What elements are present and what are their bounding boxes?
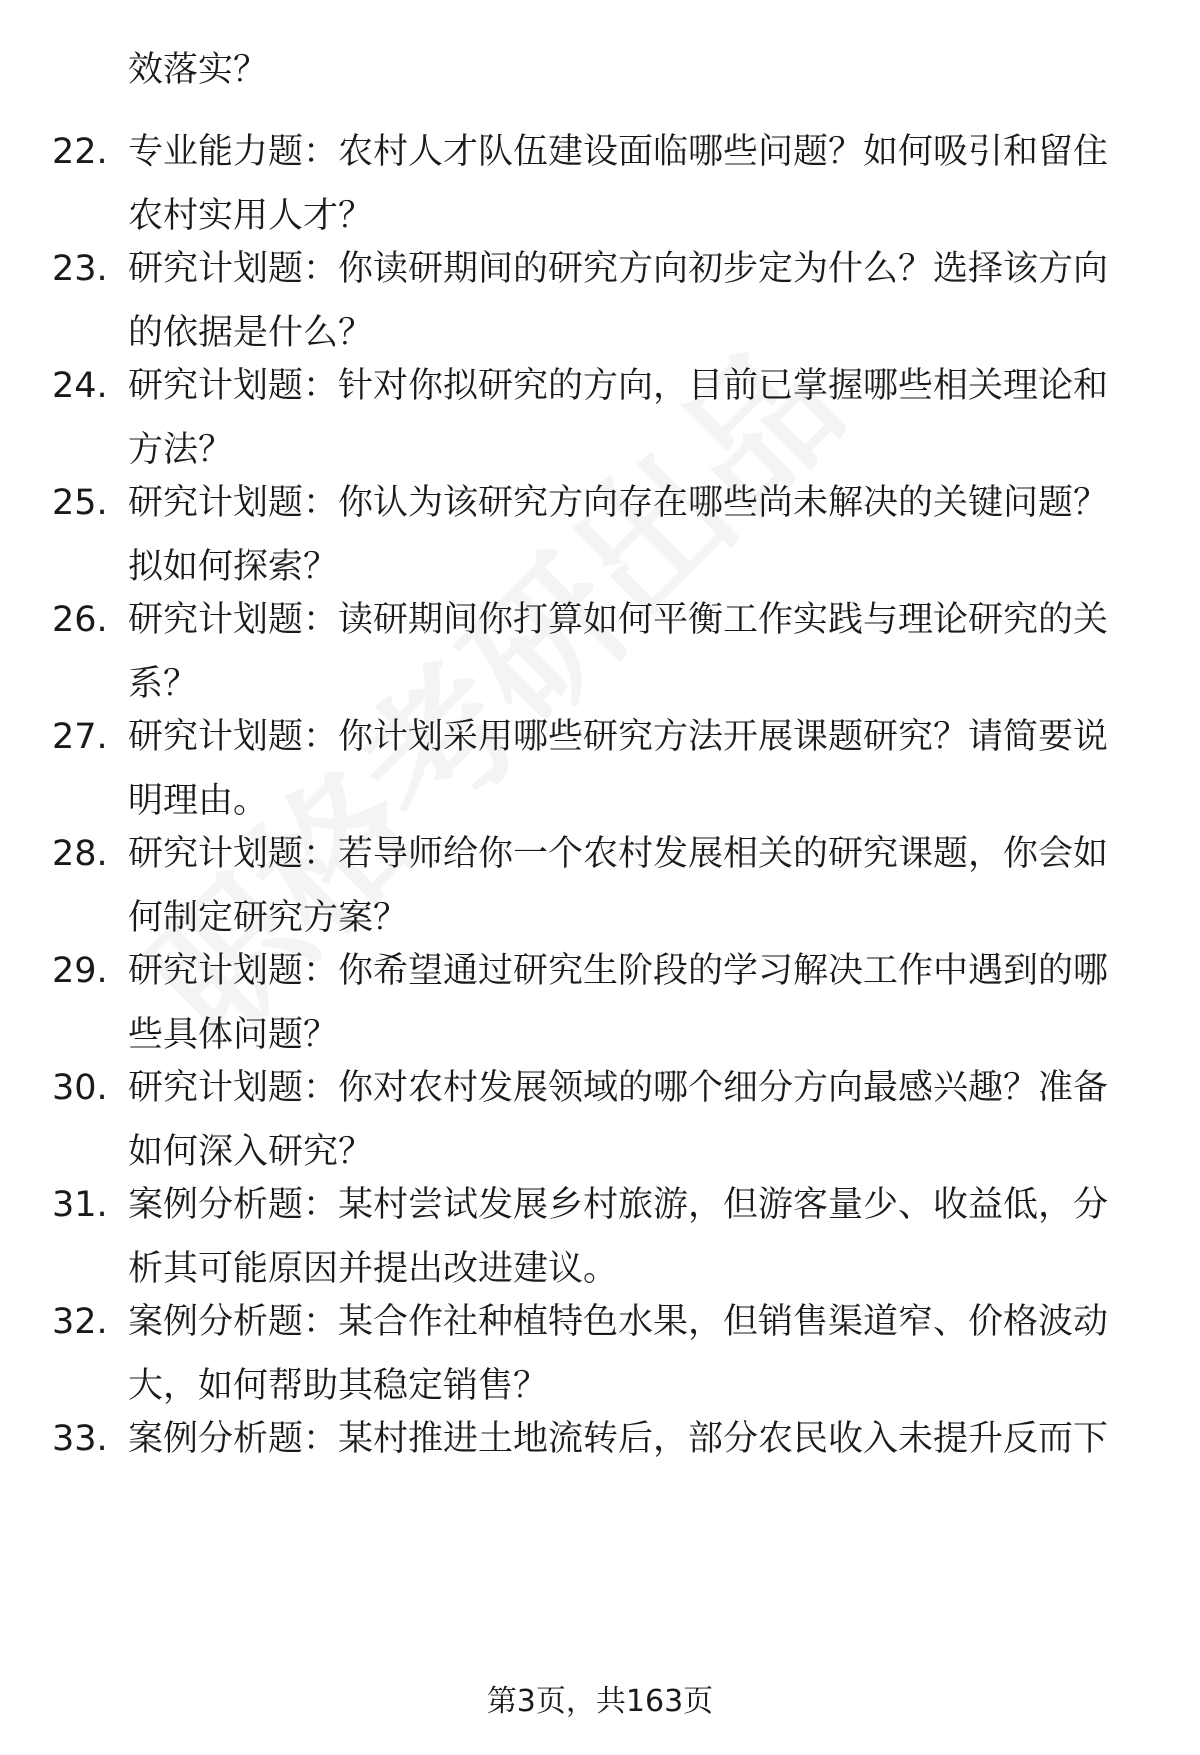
item-text: 案例分析题：某合作社种植特色水果，但销售渠道窄、价格波动大，如何帮助其稳定销售？ <box>128 1302 1109 1406</box>
item-number: 25. <box>52 483 108 523</box>
item-number: 24. <box>52 366 108 406</box>
item-text: 案例分析题：某村尝试发展乡村旅游，但游客量少、收益低，分析其可能原因并提出改进建议。 <box>128 1185 1109 1289</box>
item-text: 研究计划题：若导师给你一个农村发展相关的研究课题，你会如何制定研究方案？ <box>128 834 1109 938</box>
item-number: 22. <box>52 132 108 172</box>
item-number: 32. <box>52 1302 108 1342</box>
page-footer: 第3页，共163页 <box>486 1684 714 1719</box>
item-text: 案例分析题：某村推进土地流转后，部分农民收入未提升反而下 <box>128 1419 1109 1459</box>
item-number: 26. <box>52 600 108 640</box>
item-text: 研究计划题：你计划采用哪些研究方法开展课题研究？请简要说明理由。 <box>128 717 1109 821</box>
item-text: 专业能力题：农村人才队伍建设面临哪些问题？如何吸引和留住农村实用人才？ <box>128 132 1109 236</box>
item-number: 31. <box>52 1185 108 1225</box>
item-number: 33. <box>52 1419 108 1459</box>
item-text: 研究计划题：你希望通过研究生阶段的学习解决工作中遇到的哪些具体问题？ <box>128 951 1109 1055</box>
item-number: 23. <box>52 249 108 289</box>
item-number: 29. <box>52 951 108 991</box>
item-text: 研究计划题：读研期间你打算如何平衡工作实践与理论研究的关系？ <box>128 600 1109 704</box>
item-text: 研究计划题：针对你拟研究的方向，目前已掌握哪些相关理论和方法？ <box>128 366 1109 470</box>
item-text: 效落实？ <box>128 50 269 90</box>
item-number: 30. <box>52 1068 108 1108</box>
item-text: 研究计划题：你认为该研究方向存在哪些尚未解决的关键问题？拟如何探索？ <box>128 483 1109 587</box>
item-number: 28. <box>52 834 108 874</box>
item-number: 27. <box>52 717 108 757</box>
item-text: 研究计划题：你读研期间的研究方向初步定为什么？选择该方向的依据是什么？ <box>128 249 1109 353</box>
item-text: 研究计划题：你对农村发展领域的哪个细分方向最感兴趣？准备如何深入研究？ <box>128 1068 1109 1172</box>
